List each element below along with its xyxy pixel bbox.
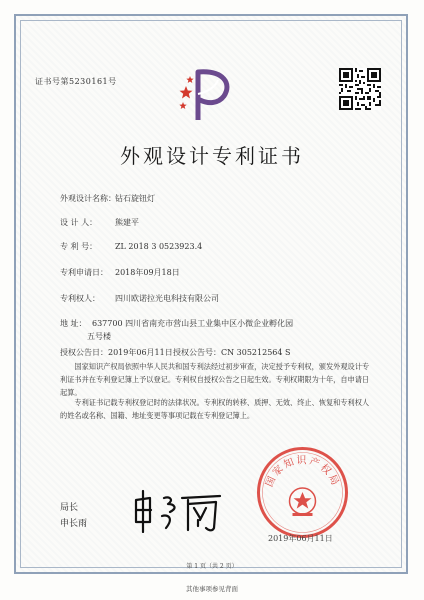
official-seal-icon	[255, 445, 350, 540]
director-signature-icon	[130, 488, 225, 533]
director-title: 局长	[60, 503, 79, 513]
legal-paragraph-1: 国家知识产权局依照中华人民共和国专利法经过初步审查，决定授予专利权，颁发外观设计专利证书并在专利登记簿上予以登记。专利权自授权公告之日起生效。专利权期限为十年，自申请日起算。	[60, 362, 370, 397]
field-value: ZL 2018 3 0523923.4	[115, 242, 203, 251]
grant-date-value: 2019年06月11日	[108, 348, 173, 357]
legal-paragraph-2: 专利证书记载专利权登记时的法律状况。专利权的转移、质押、无效、终止、恢复和专利权人的姓名或名称、国籍、地址变更等事项记载在专利登记簿上。	[60, 398, 370, 420]
field-address	[60, 318, 293, 329]
field-application-date	[60, 267, 180, 278]
field-value: 2018年09月18日	[115, 268, 180, 277]
director-name: 申长雨	[60, 519, 88, 529]
field-grant	[60, 347, 291, 358]
field-designer	[60, 217, 139, 228]
field-label: 地 址：	[60, 319, 87, 328]
field-value: 四川欧诺拉光电科技有限公司	[115, 294, 219, 303]
field-design-name	[60, 193, 155, 204]
address-line-1: 637700 四川省南充市营山县工业集中区小微企业孵化园	[92, 319, 294, 328]
grant-number-label: 授权公告号：	[173, 348, 221, 357]
field-label: 外观设计名称：	[60, 194, 116, 203]
seal-date: 2019年06月11日	[268, 534, 333, 543]
field-label: 专 利 号：	[60, 242, 98, 251]
seal-text: 国家知识产权局	[264, 455, 341, 489]
field-value: 钻石旋钮灯	[115, 194, 155, 203]
field-label: 专利权人：	[60, 294, 100, 303]
field-label: 设 计 人：	[60, 218, 98, 227]
page-number: 第 1 页（共 2 页）	[186, 563, 238, 570]
address-line-2: 五号楼	[87, 332, 111, 341]
grant-date-label: 授权公告日：	[60, 348, 108, 357]
field-patentee	[60, 293, 219, 304]
grant-number-value: CN 305212564 S	[221, 348, 291, 357]
field-value: 熊建平	[115, 218, 139, 227]
cnipa-emblem-icon	[176, 64, 236, 124]
footer-note: 其他事项参见背面	[186, 585, 238, 593]
field-label: 专利申请日：	[60, 268, 108, 277]
field-patent-number	[60, 241, 202, 252]
certificate-title: 外观设计专利证书	[120, 144, 304, 168]
certificate-number: 证书号第5230161号	[35, 77, 117, 86]
qr-code-icon	[339, 68, 381, 110]
